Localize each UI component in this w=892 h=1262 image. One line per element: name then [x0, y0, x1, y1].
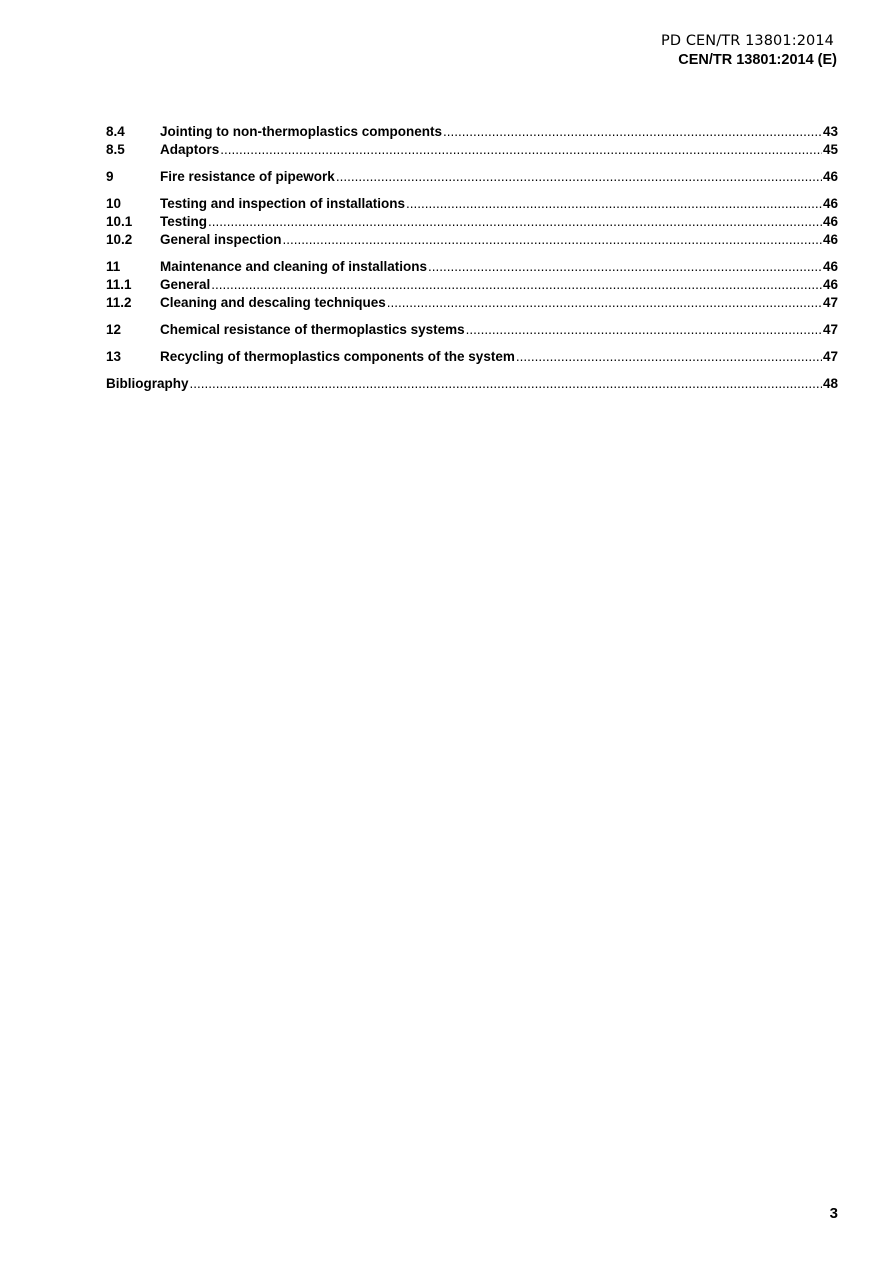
toc-number: 8.5 [106, 142, 125, 157]
toc-title: General [160, 277, 211, 292]
document-reference: PD CEN/TR 13801:2014 [661, 33, 834, 49]
toc-entry-12[interactable] [106, 321, 838, 339]
toc-number: 9 [106, 169, 114, 184]
toc-number: 11.1 [106, 277, 132, 292]
toc-entry-10-1[interactable] [106, 213, 838, 231]
toc-leader-dots [387, 294, 822, 312]
toc-entry-11-2[interactable] [106, 294, 838, 312]
page-number: 3 [829, 1205, 838, 1222]
toc-number: 8.4 [106, 124, 125, 139]
toc-leader-dots [443, 123, 822, 141]
toc-leader-dots [190, 375, 822, 393]
toc-page: 47 [822, 349, 838, 364]
toc-entry-11-1[interactable] [106, 276, 838, 294]
toc-number: 10.2 [106, 232, 133, 247]
toc-entry-9[interactable] [106, 168, 838, 186]
toc-page: 47 [822, 295, 838, 310]
toc-leader-dots [208, 213, 822, 231]
toc-leader-dots [211, 276, 822, 294]
toc-page: 47 [822, 322, 838, 337]
toc-number: 11 [106, 259, 121, 274]
toc-leader-dots [283, 231, 822, 249]
toc-leader-dots [516, 348, 822, 366]
toc-title: Cleaning and descaling techniques [160, 295, 386, 310]
toc-title: Testing and inspection of installations [160, 196, 406, 211]
toc-entry-10[interactable] [106, 195, 838, 213]
toc-number: 13 [106, 349, 122, 364]
document-reference-english: CEN/TR 13801:2014 (E) [678, 52, 837, 68]
toc-title: Bibliography [106, 376, 189, 391]
toc-page: 46 [822, 196, 838, 211]
toc-leader-dots [336, 168, 822, 186]
toc-title: Adaptors [160, 142, 220, 157]
toc-page: 48 [822, 376, 838, 391]
toc-title: Chemical resistance of thermoplastics systems [160, 322, 465, 337]
toc-number: 10.1 [106, 214, 133, 229]
toc-title: Testing [160, 214, 207, 229]
toc-leader-dots [428, 258, 822, 276]
toc-title: Fire resistance of pipework [160, 169, 335, 184]
toc-title: General inspection [160, 232, 282, 247]
toc-number: 11.2 [106, 295, 132, 310]
toc-page: 46 [822, 277, 838, 292]
toc-page: 45 [822, 142, 838, 157]
toc-entry-13[interactable] [106, 348, 838, 366]
toc-title: Recycling of thermoplastics components of the system [160, 349, 515, 364]
toc-page: 46 [822, 259, 838, 274]
toc-leader-dots [466, 321, 822, 339]
toc-page: 43 [822, 124, 838, 139]
toc-entry-8-5[interactable] [106, 141, 838, 159]
table-of-contents [106, 123, 838, 393]
toc-page: 46 [822, 169, 838, 184]
toc-title: Maintenance and cleaning of installations [160, 259, 428, 274]
toc-number: 10 [106, 196, 122, 211]
toc-leader-dots [220, 141, 822, 159]
toc-entry-11[interactable] [106, 258, 838, 276]
toc-leader-dots [406, 195, 822, 213]
toc-page: 46 [822, 232, 838, 247]
toc-page: 46 [822, 214, 838, 229]
toc-title: Jointing to non-thermoplastics components [160, 124, 443, 139]
toc-entry-8-4[interactable] [106, 123, 838, 141]
toc-number: 12 [106, 322, 122, 337]
toc-entry-10-2[interactable] [106, 231, 838, 249]
toc-entry-bibliography[interactable] [106, 375, 838, 393]
